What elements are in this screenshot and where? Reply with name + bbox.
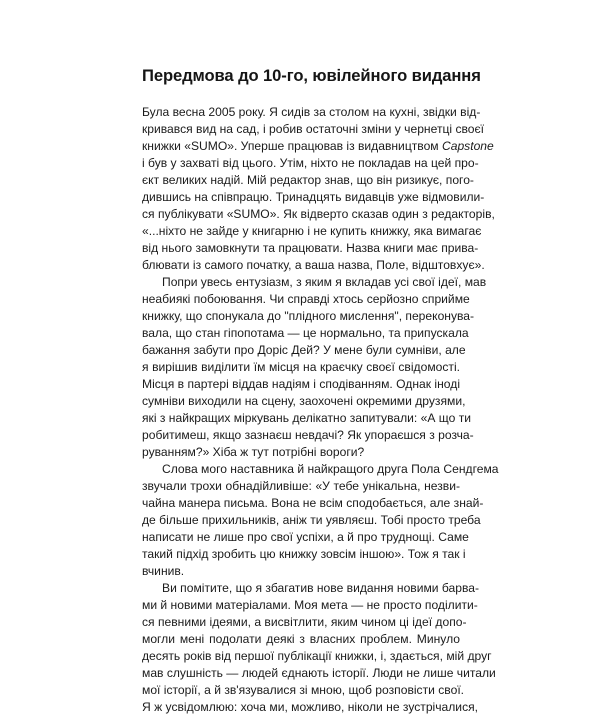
text-line: Слова мого наставника й найкращого друга Пола Сендгема [162, 462, 499, 476]
text-line: дившись на співпрацю. Тринадцять видавців уже відмовили- [142, 190, 485, 204]
text-line: я вирішив виділити їм місця на краєчку своєї свідомості. [142, 360, 460, 374]
text-line: могли мені подолати деякі з власних проблем. Минуло [142, 632, 460, 646]
text-line: єкт великих надій. Мій редактор знав, що він ризикує, пого- [142, 173, 474, 187]
text-line: Я ж усвідомлюю: хоча ми, можливо, ніколи не зустрічалися, [142, 700, 479, 714]
body-text [142, 104, 499, 716]
text-line: такий підхід зробить цю книжку зовсім іншою». Тож я так і [142, 547, 466, 561]
text-line: вчинив. [142, 564, 185, 578]
page-heading: Передмова до 10-го, ювілейного видання [142, 66, 481, 85]
text-line: «...ніхто не зайде у книгарню і не купить книжку, яка вимагає [142, 224, 482, 238]
paragraph [142, 461, 499, 580]
text-line: книжку, що спонукала до "плідного мислення", переконува- [142, 309, 475, 323]
text-line: мої історії, а й зв'язувалися зі мною, щоб розповісти свої. [142, 683, 465, 697]
text-line: бажання забути про Доріс Дей? У мене були сумніви, але [142, 343, 466, 357]
text-line: мав слушність — людей єднають історії. Люди не лише читали [142, 666, 496, 680]
paragraph [142, 274, 487, 461]
text-line: вала, що стан гіпопотама — це нормально, та припускала [142, 326, 469, 340]
text-line: чайна манера письма. Вона не всім сподобається, але знай- [142, 496, 484, 510]
text-line: робитимеш, якщо зазнаєш невдачі? Як упораєшся з розча- [142, 428, 474, 442]
text-line: десять років від першої публікації книжки, і, здається, мій друг [142, 649, 492, 663]
text-line: руванням?» Хіба ж тут потрібні вороги? [142, 445, 365, 459]
text-line: ся публікувати «SUMO». Як відверто сказав один з редакторів, [142, 207, 495, 221]
text-line: Місця в партері віддав надіям і сподіванням. Однак іноді [142, 377, 460, 391]
text-line: які з найкращих міркувань делікатно запитували: «А що ти [142, 411, 471, 425]
text-line: сумніви виходили на сцену, заохочені окремими друзями, [142, 394, 466, 408]
text-line: кривався вид на сад, і робив остаточні зміни у чернетці своєї [142, 122, 485, 136]
text-line: ми й новими матеріалами. Моя мета — не просто поділити- [142, 598, 478, 612]
text-line: де більше прихильників, аніж ти уявляєш. Тобі просто треба [142, 513, 481, 527]
text-line: і був у захваті від цього. Утім, ніхто не покладав на цей про- [142, 156, 479, 170]
text-line: написати не лише про свої успіхи, а й про труднощі. Саме [142, 530, 469, 544]
paragraph [142, 580, 496, 716]
text-line: книжки «SUMO». Уперше працював із видавництвом Capstone [142, 139, 494, 153]
text-line: Ви помітите, що я збагатив нове видання новими барва- [162, 581, 480, 595]
paragraph [142, 104, 495, 274]
text-line: Була весна 2005 року. Я сидів за столом на кухні, звідки від- [142, 105, 481, 119]
text-line: неабиякі побоювання. Чи справді хтось серйозно сприйме [142, 292, 470, 306]
text-line: від нього замовкнути та працювати. Назва книги має прива- [142, 241, 479, 255]
text-line: блювати із самого початку, а ваша назва, Поле, відштовхує». [142, 258, 485, 272]
text-line: звучали трохи обнадійливіше: «У тебе унікальна, незви- [142, 479, 460, 493]
text-line: Попри увесь ентузіазм, з яким я вкладав усі свої ідеї, мав [162, 275, 487, 289]
text-line: ся певними ідеями, а висвітлити, яким чином ці ідеї допо- [142, 615, 467, 629]
book-page [142, 66, 499, 716]
